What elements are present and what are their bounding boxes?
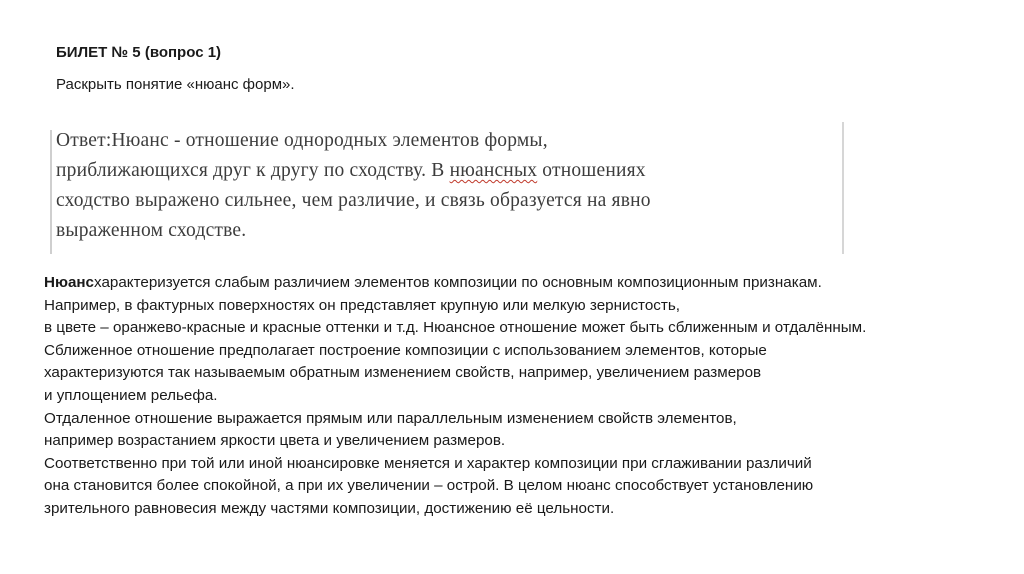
- answer-line: [54, 156, 844, 186]
- body-line: Сближенное отношение предполагает построение композиции с использованием элементов, которые: [44, 341, 767, 359]
- scan-left-edge: [50, 130, 52, 254]
- answer-scan-image: [50, 122, 844, 254]
- scan-right-edge: [842, 122, 844, 254]
- body-line: в цвете – оранжево-красные и красные оттенки и т.д. Нюансное отношение может быть сближенным и отдалённым.: [44, 319, 867, 337]
- body-line: и уплощением рельефа.: [44, 386, 218, 404]
- answer-line-part: приближающихся друг к другу по сходству. В: [56, 160, 450, 181]
- answer-line: выраженном сходстве.: [56, 220, 247, 241]
- answer-line: сходство выражено сильнее, чем различие, и связь образуется на явно: [56, 190, 651, 211]
- answer-line: Ответ:Нюанс - отношение однородных элементов формы,: [56, 130, 548, 151]
- explanation-text: [44, 272, 1019, 521]
- spellcheck-marked-word: нюансных: [449, 160, 538, 181]
- body-line: она становится более спокойной, а при их увеличении – острой. В целом нюанс способствует установлению: [44, 477, 814, 495]
- task-question: Раскрыть понятие «нюанс форм».: [56, 76, 295, 93]
- body-line: [44, 272, 1019, 295]
- body-line-rest: характеризуется слабым различием элементов композиции по основным композиционным признакам.: [94, 274, 822, 291]
- body-line: Соответственно при той или иной нюансировке меняется и характер композиции при сглаживании различий: [44, 454, 812, 472]
- body-line: зрительного равновесия между частями композиции, достижению её цельности.: [44, 499, 615, 517]
- ticket-title: БИЛЕТ № 5 (вопрос 1): [56, 44, 222, 61]
- body-line: Например, в фактурных поверхностях он представляет крупную или мелкую зернистость,: [44, 296, 680, 314]
- answer-line-part: отношениях: [537, 160, 646, 181]
- body-line: например возрастанием яркости цвета и увеличением размеров.: [44, 432, 506, 450]
- body-line: характеризуются так называемым обратным изменением свойств, например, увеличением размеров: [44, 364, 762, 382]
- body-line: Отдаленное отношение выражается прямым или параллельным изменением свойств элементов,: [44, 409, 737, 427]
- lead-term: Нюанс: [44, 274, 95, 291]
